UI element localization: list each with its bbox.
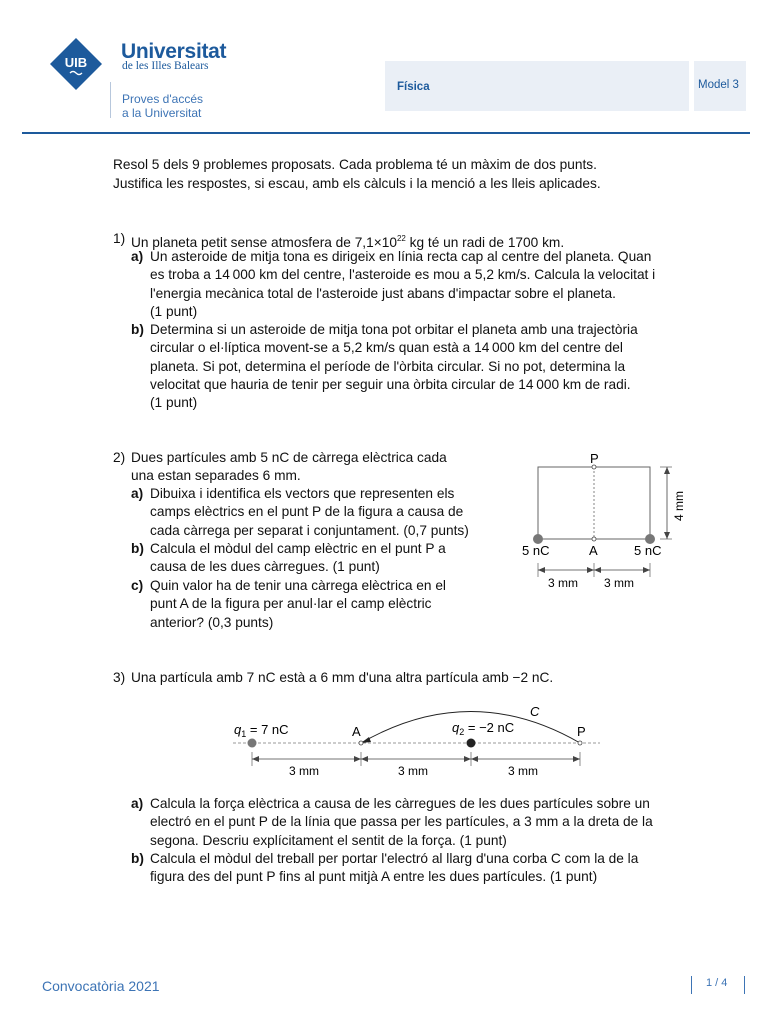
problem-1b-line: velocitat que hauria de tenir per seguir una òrbita circular de 14 000 km de radi. [150, 376, 631, 392]
problem-3b-label: b) [131, 851, 144, 866]
problem-2a-label: a) [131, 486, 144, 501]
fig3-curve-label: C [530, 704, 540, 719]
page-bar-right [744, 976, 745, 994]
problem-3a-line: Calcula la força elèctrica a causa de les càrregues de les dues partícules sobre un [150, 796, 650, 811]
problem-2b-label: b) [131, 541, 144, 556]
problem-1b-line: (1 punt) [150, 395, 198, 411]
problem-3-number: 3) [113, 670, 126, 685]
fig2-charge-left: 5 nC [522, 543, 550, 558]
problem-3a-label: a) [131, 796, 144, 811]
fig2-dist-left: 3 mm [548, 576, 578, 590]
problem-2c-line: anterior? (0,3 punts) [150, 614, 274, 630]
fig3-point-p: P [577, 724, 586, 739]
problem-2b-line: causa de les dues càrregues. (1 punt) [150, 559, 380, 575]
problem-1b-line: circular o el·líptica movent-se a 5,2 km/s quan està a 14 000 km del centre del [150, 340, 623, 356]
fig3-dist-3: 3 mm [508, 764, 538, 778]
problem-1b-line: Determina si un asteroide de mitja tona pot orbitar el planeta amb una trajectòria [150, 322, 638, 337]
footer-session: Convocatòria 2021 [42, 978, 160, 994]
problem-2c-label: c) [131, 578, 144, 593]
logo-text: UIB [64, 55, 88, 70]
page-number: 1 / 4 [706, 977, 728, 989]
problem-2a-line: cada càrrega per separat i conjuntament. (0,7 punts) [150, 522, 469, 538]
university-subtitle: de les Illes Balears [122, 60, 209, 72]
page-bar-left [691, 976, 692, 994]
fig3-q1: $q_1 = 7$ nC [234, 722, 289, 739]
header-divider [110, 82, 111, 118]
problem-1-intro: Un planeta petit sense atmosfera de $7,1\times 10^{22}$ kg té un radi de 1700 km. [131, 234, 565, 250]
fig2-height-label: 4 mm [672, 491, 686, 521]
problem-1-number: 1) [113, 231, 126, 246]
problem-2-figure [500, 445, 700, 605]
problem-3-figure [228, 700, 608, 782]
problem-3-intro: Una partícula amb 7 nC està a 6 mm d'una altra partícula amb −2 nC. [131, 670, 554, 685]
problem-1a-label: a) [131, 249, 144, 264]
problem-2-number: 2) [113, 450, 126, 465]
problem-2b-line: Calcula el mòdul del camp elèctric en el punt P a [150, 541, 446, 556]
fig2-point-p: P [590, 451, 599, 466]
fig2-point-a: A [589, 543, 598, 558]
uib-logo [50, 38, 102, 90]
problem-1b-line: planeta. Si pot, determina el període de l'òrbita circular. Si no pot, determina la [150, 358, 626, 374]
proves-line-1: Proves d'accés [122, 92, 203, 106]
university-name: Universitat [121, 40, 227, 63]
problem-1b [0, 321, 768, 416]
instructions-line-2: Justifica les respostes, si escau, amb els càlculs i la menció a les lleis aplicades. [113, 176, 601, 191]
header-rule [22, 132, 750, 134]
fig3-dist-1: 3 mm [289, 764, 319, 778]
proves-line-2: a la Universitat [122, 106, 202, 120]
fig3-point-a: A [352, 724, 361, 739]
problem-1b-label: b) [131, 322, 144, 337]
model-label: Model 3 [698, 79, 739, 91]
problem-2c-line: Quin valor ha de tenir una càrrega elèctrica en el [150, 578, 446, 593]
problem-2c-line: punt A de la figura per anul·lar el camp elèctric [150, 596, 432, 612]
problem-3b [0, 850, 768, 890]
problem-3a-line: segona. Descriu explícitament el sentit de la força. (1 punt) [150, 832, 507, 848]
problem-2-intro-line: Dues partícules amb 5 nC de càrrega elèctrica cada [131, 450, 447, 465]
problem-1a-line: es troba a 14 000 km del centre, l'asteroide es mou a 5,2 km/s. Calcula la velocitat i [150, 267, 656, 283]
problem-3b-line: Calcula el mòdul del treball per portar l'electró al llarg d'una corba C com la de la [150, 851, 639, 866]
subject-box [385, 61, 689, 111]
problem-3a-line: electró en el punt P de la línia que passa per les partícules, a 3 mm a la dreta de la [150, 814, 653, 830]
instructions-line-1: Resol 5 dels 9 problemes proposats. Cada problema té un màxim de dos punts. [113, 157, 597, 172]
subject-title: Física [397, 81, 430, 93]
problem-2a-line: camps elèctrics en el punt P de la figura a causa de [150, 504, 464, 520]
fig2-charge-right: 5 nC [634, 543, 662, 558]
fig3-q2: $q_2 = -2$ nC [452, 720, 515, 737]
problem-1a-line: Un asteroide de mitja tona es dirigeix en línia recta cap al centre del planeta. Quan [150, 249, 652, 264]
problem-2-intro-line: una estan separades 6 mm. [131, 468, 301, 483]
problem-3a [0, 795, 768, 855]
problem-1a-line: (1 punt) [150, 303, 198, 319]
fig2-dist-right: 3 mm [604, 576, 634, 590]
problem-1a-line: l'energia mecànica total de l'asteroide just abans d'impactar sobre el planeta. [150, 285, 616, 301]
problem-2a-line: Dibuixa i identifica els vectors que representen els [150, 486, 455, 501]
problem-3b-line: figura des del punt P fins al punt mitjà A entre les dues partícules. (1 punt) [150, 869, 598, 885]
fig3-dist-2: 3 mm [398, 764, 428, 778]
